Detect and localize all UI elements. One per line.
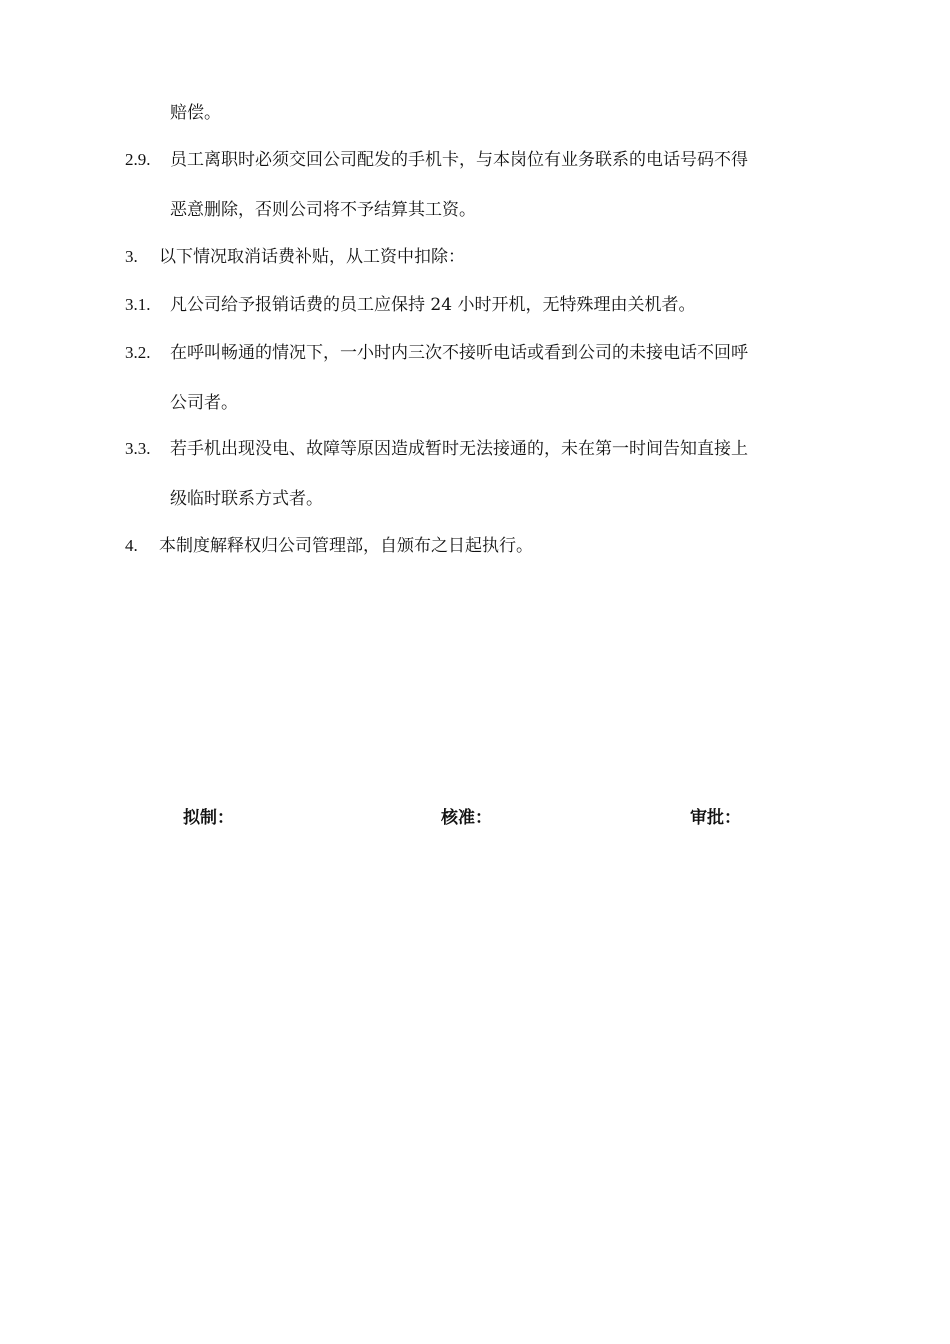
clause-3-3-number: 3.3. xyxy=(125,439,151,458)
signature-drafted-label: 拟制： xyxy=(183,808,234,828)
clause-2-9-number: 2.9. xyxy=(125,150,151,169)
clause-3-2-text: 在呼叫畅通的情况下，一小时内三次不接听电话或看到公司的未接电话不回呼 xyxy=(170,343,748,363)
signature-reviewed-label: 核准： xyxy=(441,808,492,828)
signature-approved-label: 审批： xyxy=(690,808,741,828)
clause-4-text: 本制度解释权归公司管理部，自颁布之日起执行。 xyxy=(159,536,533,556)
clause-3-2-text-continued: 公司者。 xyxy=(170,393,238,413)
clause-3-text: 以下情况取消话费补贴，从工资中扣除： xyxy=(159,247,465,267)
clause-2-9-text-continued: 恶意删除，否则公司将不予结算其工资。 xyxy=(170,200,476,220)
clause-3-number: 3. xyxy=(125,247,138,266)
clause-3-1-number: 3.1. xyxy=(125,295,151,314)
clause-3-3-text-continued: 级临时联系方式者。 xyxy=(170,489,323,509)
clause-3-2-number: 3.2. xyxy=(125,343,151,362)
clause-4-number: 4. xyxy=(125,536,138,555)
clause-3-1-text: 凡公司给予报销话费的员工应保持 24 小时开机，无特殊理由关机者。 xyxy=(170,295,696,315)
clause-2-9-text: 员工离职时必须交回公司配发的手机卡，与本岗位有业务联系的电话号码不得 xyxy=(170,150,748,170)
clause-3-3-text: 若手机出现没电、故障等原因造成暂时无法接通的，未在第一时间告知直接上 xyxy=(170,439,748,459)
clause-2-8-continuation: 赔偿。 xyxy=(170,103,221,123)
